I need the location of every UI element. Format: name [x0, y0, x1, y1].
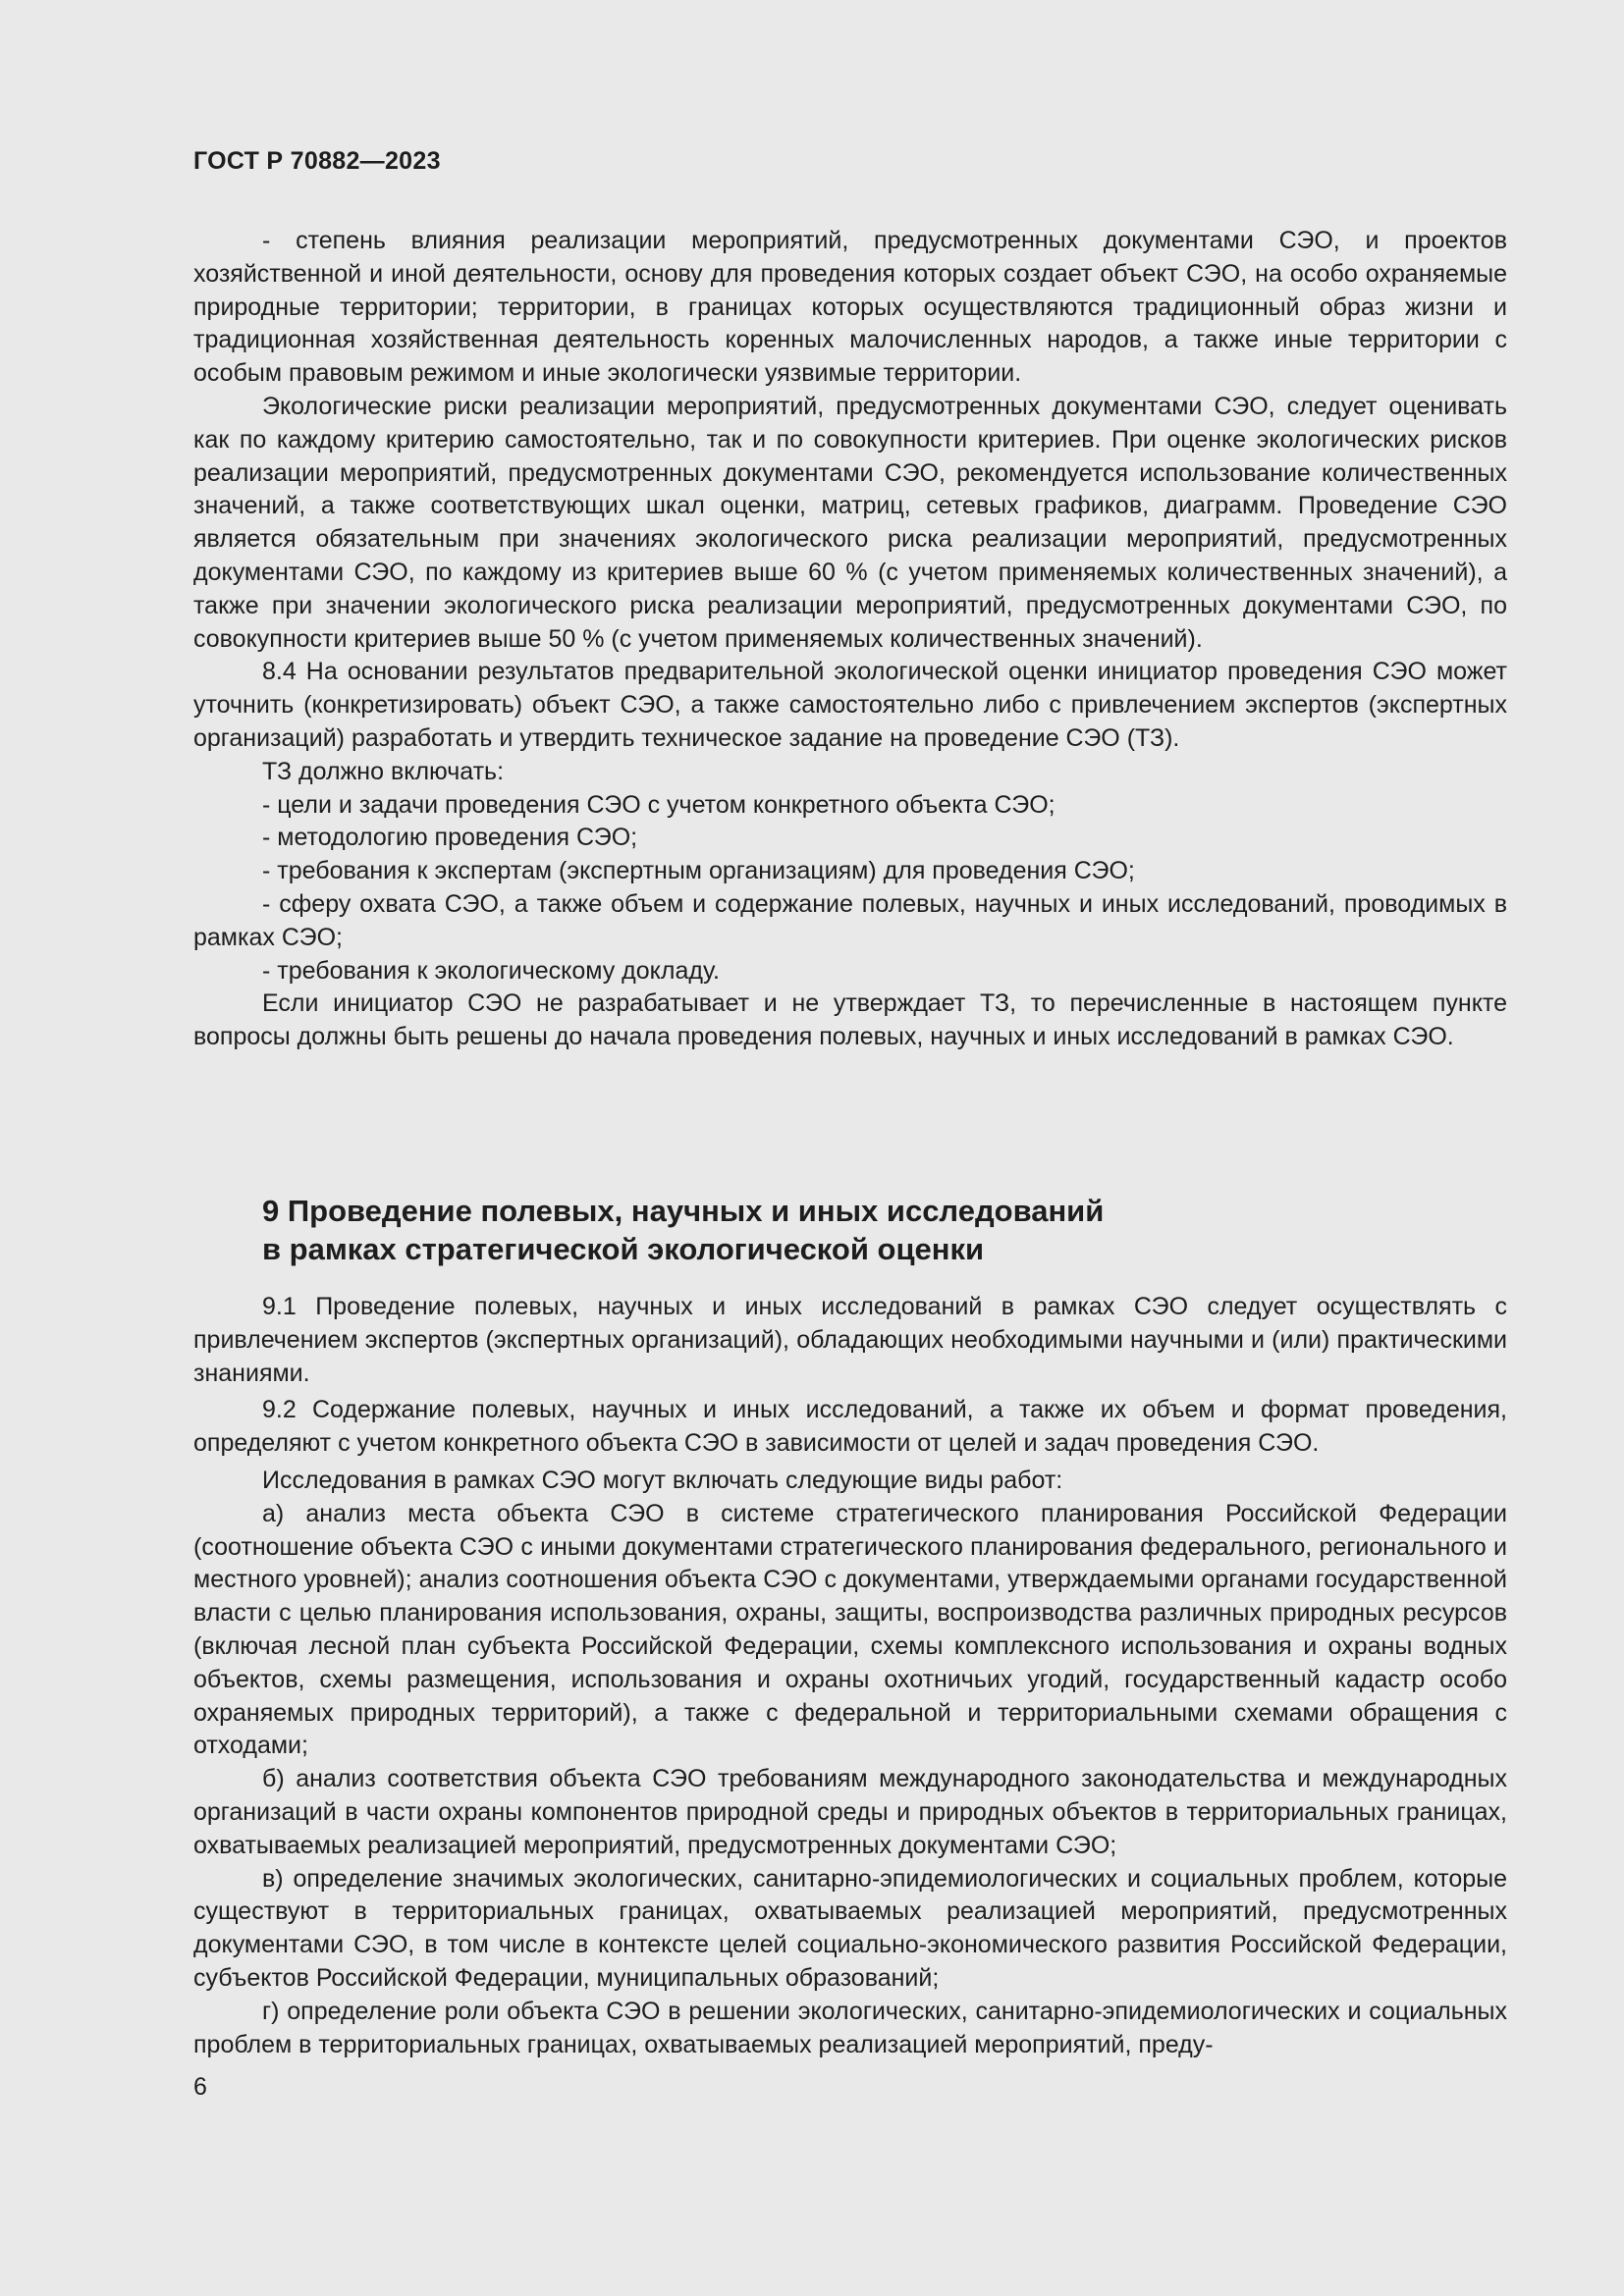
- list-item: в) определение значимых экологических, санитарно-эпидемиологических и социальных проблем, которые существуют в территориальных границах, охватываемых реализацией мероприятий, предусмотренных документами СЭО, в том числе в контексте целей социально-экономического развития Российской Федерации, субъектов Российской Федерации, муниципальных образований;: [193, 1864, 1507, 1992]
- list-item: - цели и задачи проведения СЭО с учетом конкретного объекта СЭО;: [262, 790, 1056, 819]
- list-item: - требования к экспертам (экспертным организациям) для проведения СЭО;: [262, 857, 1135, 885]
- section-body-text: [193, 1291, 1507, 2061]
- list-item: - требования к экологическому докладу.: [262, 956, 720, 985]
- paragraph: Исследования в рамках СЭО могут включать следующие виды работ:: [262, 1466, 1063, 1494]
- paragraph: ТЗ должно включать:: [262, 757, 505, 785]
- section-heading: [262, 1192, 1104, 1268]
- paragraph: Экологические риски реализации мероприятий, предусмотренных документами СЭО, следует оценивать как по каждому критерию самостоятельно, так и по совокупности критериев. При оценке экологических рисков реализации мероприятий, предусмотренных документами СЭО, рекомендуется использование количественных значений, а также соответствующих шкал оценки, матриц, сетевых графиков, диаграмм. Проведение СЭО является обязательным при значениях экологического риска реализации мероприятий, предусмотренных документами СЭО, по каждому из критериев выше 60 % (с учетом применяемых количественных значений), а также при значении экологического риска реализации мероприятий, предусмотренных документами СЭО, по совокупности критериев выше 50 % (с учетом применяемых количественных значений).: [193, 392, 1507, 653]
- list-item: - сферу охвата СЭО, а также объем и содержание полевых, научных и иных исследований, проводимых в рамках СЭО;: [193, 889, 1507, 951]
- paragraph: Если инициатор СЭО не разрабатывает и не утверждает ТЗ, то перечисленные в настоящем пункте вопросы должны быть решены до начала проведения полевых, научных и иных исследований в рамках СЭО.: [193, 989, 1507, 1051]
- paragraph: 9.1 Проведение полевых, научных и иных исследований в рамках СЭО следует осуществлять с привлечением экспертов (экспертных организаций), обладающих необходимыми научными и (или) практическими знаниями.: [193, 1293, 1507, 1387]
- section-heading-line: 9 Проведение полевых, научных и иных исследований: [262, 1194, 1105, 1228]
- body-text-top: [193, 225, 1507, 1054]
- section-heading-line: в рамках стратегической экологической оценки: [262, 1232, 985, 1266]
- list-item: а) анализ места объекта СЭО в системе стратегического планирования Российской Федерации (соотношение объекта СЭО с иными документами стратегического планирования федерального, регионального и местного уровней); анализ соотношения объекта СЭО с документами, утверждаемыми органами государственной власти с целью планирования использования, охраны, защиты, воспроизводства различных природных ресурсов (включая лесной план субъекта Российской Федерации, схемы комплексного использования и охраны водных объектов, схемы размещения, использования и охраны охотничьих угодий, государственный кадастр особо охраняемых природных территорий), а также с федеральной и территориальными схемами обращения с отходами;: [193, 1499, 1507, 1760]
- paragraph: - степень влияния реализации мероприятий, предусмотренных документами СЭО, и проектов хозяйственной и иной деятельности, основу для проведения которых создает объект СЭО, на особо охраняемые природные территории; территории, в границах которых осуществляются традиционный образ жизни и традиционная хозяйственная деятельность коренных малочисленных народов, а также иные территории с особым правовым режимом и иные экологически уязвимые территории.: [193, 227, 1507, 388]
- list-item: б) анализ соответствия объекта СЭО требованиям международного законодательства и международных организаций в части охраны компонентов природной среды и природных объектов в территориальных границах, охватываемых реализацией мероприятий, предусмотренных документами СЭО;: [193, 1765, 1507, 1859]
- page-number: 6: [193, 2073, 207, 2101]
- paragraph: 9.2 Содержание полевых, научных и иных исследований, а также их объем и формат проведения, определяют с учетом конкретного объекта СЭО в зависимости от целей и задач проведения СЭО.: [193, 1396, 1507, 1458]
- list-item: - методологию проведения СЭО;: [262, 824, 638, 852]
- list-item: г) определение роли объекта СЭО в решении экологических, санитарно-эпидемиологических и социальных проблем в территориальных границах, охватываемых реализацией мероприятий, преду-: [193, 1997, 1507, 2058]
- paragraph: 8.4 На основании результатов предварительной экологической оценки инициатор проведения СЭО может уточнить (конкретизировать) объект СЭО, а также самостоятельно либо с привлечением экспертов (экспертных организаций) разработать и утвердить техническое задание на проведение СЭО (ТЗ).: [193, 658, 1507, 752]
- document-header: ГОСТ Р 70882—2023: [193, 147, 441, 175]
